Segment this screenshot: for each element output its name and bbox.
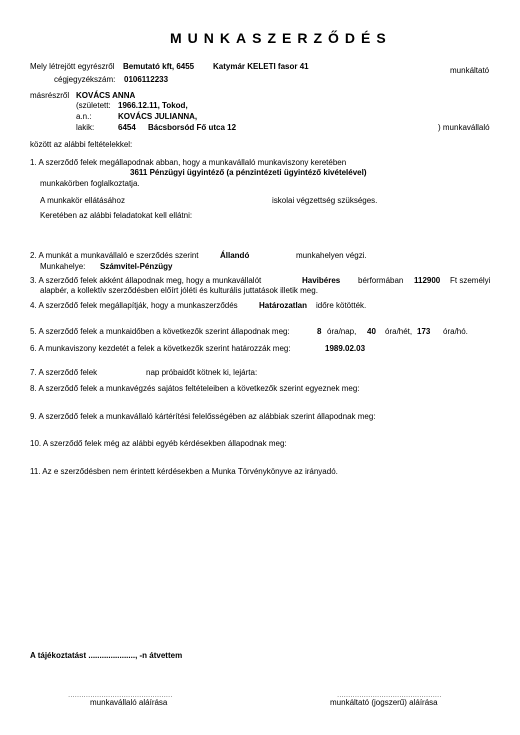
clause-3-text-b: bérformában: [358, 276, 404, 285]
hours-per-week-unit: óra/hét,: [385, 327, 413, 336]
employer-street: Katymár KELETI fasor 41: [213, 62, 309, 71]
acknowledgement-line: A tájékoztatást ....................., -n átvettem: [30, 651, 183, 660]
workplace-value: Számvitel-Pénzügy: [100, 262, 173, 271]
employee-name: KOVÁCS ANNA: [76, 91, 136, 100]
hours-per-week: 40: [367, 327, 376, 336]
employer-signature-line: ...............................................: [337, 690, 442, 699]
workplace-label: Munkahelye:: [40, 262, 86, 271]
clause-10-text: 10. A szerződő felek még az alábbi egyéb kérdésekben állapodnak meg:: [30, 439, 287, 448]
clause-1-text-e: Keretében az alábbi feladatokat kell ellátni:: [40, 211, 193, 220]
employee-role: ) munkavállaló: [438, 123, 490, 132]
clause-3-text: 3. A szerződő felek akként állapodnak meg, hogy a munkavállalót: [30, 276, 262, 285]
birth-value: 1966.12.11, Tokod,: [118, 101, 188, 110]
start-date: 1989.02.03: [325, 344, 366, 353]
employer-name-address: Bemutató kft, 6455: [123, 62, 195, 71]
clause-9-text: 9. A szerződő felek a munkavállaló kártérítési felelősségében az alábbiak szerint állapodnak meg:: [30, 412, 376, 421]
regnum-label: cégjegyzékszám:: [54, 75, 116, 84]
clause-2-text-b: munkahelyen végzi.: [296, 251, 367, 260]
mother-value: KOVÁCS JULIANNA,: [118, 112, 198, 121]
regnum-value: 0106112233: [124, 75, 169, 84]
clause-4-text-b: időre kötötték.: [316, 301, 367, 310]
hours-per-day-unit: óra/nap,: [327, 327, 357, 336]
clause-5-text: 5. A szerződő felek a munkaidőben a következők szerint állapodnak meg:: [30, 327, 290, 336]
document-title: MUNKASZERZŐDÉS: [170, 30, 392, 46]
clause-4-text: 4. A szerződő felek megállapítják, hogy a munkaszerződés: [30, 301, 238, 310]
clause-1-text-b: munkakörben foglalkoztatja.: [40, 179, 140, 188]
address-value: Bácsborsód Fő utca 12: [148, 123, 237, 132]
mother-label: a.n.:: [76, 112, 92, 121]
clause-7-text: 7. A szerződő felek: [30, 368, 98, 377]
hours-per-month: 173: [417, 327, 431, 336]
clause-1-text-c: A munkakör ellátásához: [40, 196, 125, 205]
clause-1-job: 3611 Pénzügyi ügyintéző (a pénzintézeti ügyintéző kivételével): [130, 168, 367, 177]
clause-4-value: Határozatlan: [259, 301, 308, 310]
clause-3-pay-form: Havibéres: [302, 276, 341, 285]
clause-8-text: 8. A szerződő felek a munkavégzés sajátos feltételeiben a következők szerint egyeznek meg:: [30, 384, 360, 393]
clause-7-text-b: nap próbaidőt kötnek ki, lejárta:: [146, 368, 258, 377]
employer-role: munkáltató: [450, 66, 490, 75]
hours-per-day: 8: [317, 327, 322, 336]
clause-1-text: 1. A szerződő felek megállapodnak abban, hogy a munkavállaló munkaviszony keretében: [30, 158, 347, 167]
employee-signature-line: ...............................................: [68, 690, 173, 699]
clause-11-text: 11. Az e szerződésben nem érintett kérdésekben a Munka Törvénykönyve az irányadó.: [30, 467, 338, 476]
employee-signature-label: munkavállaló aláírása: [90, 698, 168, 707]
birth-label: (született:: [76, 101, 111, 110]
clause-3-amount: 112900: [414, 276, 441, 285]
conditions-intro: között az alábbi feltételekkel:: [30, 140, 133, 149]
employer-intro: Mely létrejött egyrészről: [30, 62, 115, 71]
clause-3-text-d: alapbér, a kollektív szerződésben előírt jóléti és kulturális juttatások illetik meg.: [40, 286, 318, 295]
clause-3-text-c: Ft személyi: [450, 276, 491, 285]
clause-6-text: 6. A munkaviszony kezdetét a felek a következők szerint határozzák meg:: [30, 344, 291, 353]
clause-1-text-d: iskolai végzettség szükséges.: [272, 196, 378, 205]
employee-intro: másrészről: [30, 91, 70, 100]
hours-per-month-unit: óra/hó.: [443, 327, 468, 336]
employer-signature-label: munkáltató (jogszerű) aláírása: [330, 698, 438, 707]
address-label: lakik:: [76, 123, 95, 132]
clause-2-text: 2. A munkát a munkavállaló e szerződés szerint: [30, 251, 199, 260]
address-zip: 6454: [118, 123, 136, 132]
clause-2-value: Állandó: [220, 251, 250, 260]
